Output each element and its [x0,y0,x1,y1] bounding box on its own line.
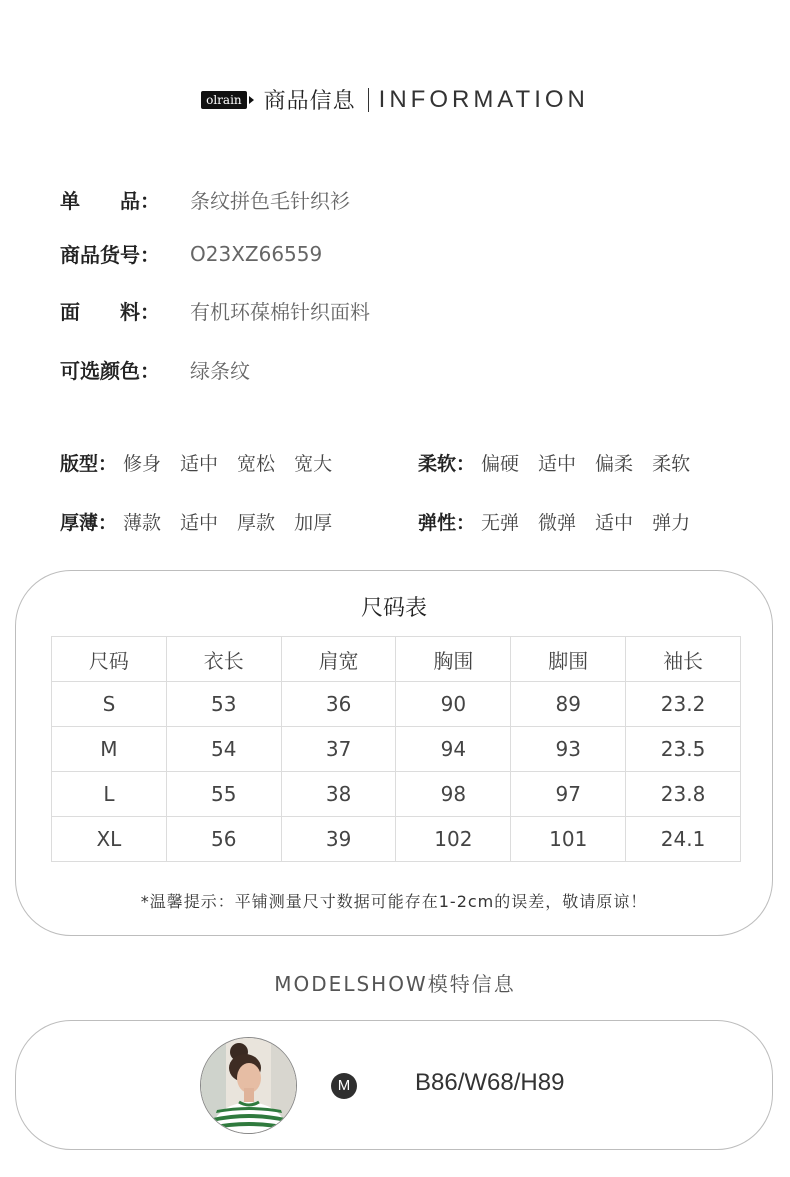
table-row [52,682,741,727]
info-row-item [60,185,350,214]
attr-option: 修身 [123,453,162,475]
table-cell: 94 [396,727,511,772]
info-value: O23XZ66559 [190,241,323,266]
size-note: *温馨提示：平铺测量尺寸数据可能存在1-2cm的误差，敬请原谅！ [140,892,648,911]
brand-logo-badge: olrain [201,91,247,109]
attr-option-selected: 微弹 [538,508,576,535]
table-cell: 56 [166,817,281,862]
table-row [52,817,741,862]
table-header-cell: 尺码 [52,637,167,682]
attr-option: 偏硬 [481,453,520,475]
table-cell: XL [52,817,167,862]
table-cell: 24.1 [626,817,741,862]
attr-option: 无弹 [481,512,520,534]
table-cell: 23.5 [626,727,741,772]
attr-label: 弹性： [418,512,476,534]
table-row [52,772,741,817]
attr-fit [60,449,351,476]
attr-softness [418,449,709,476]
section-title-en: INFORMATION [378,85,589,113]
table-cell: 54 [166,727,281,772]
attr-option: 适中 [595,512,634,534]
section-title-cn: 商品信息 [263,89,356,114]
table-cell: 38 [281,772,396,817]
attr-option: 厚款 [237,512,276,534]
model-size-badge: M [331,1073,357,1099]
table-header-cell: 脚围 [511,637,626,682]
size-chart-card [15,570,773,936]
info-value: 条纹拼色毛针织衫 [190,189,350,213]
table-cell: 98 [396,772,511,817]
table-cell: 53 [166,682,281,727]
model-measurements: B86/W68/H89 [415,1069,565,1096]
info-row-fabric [60,296,370,325]
attr-option: 柔软 [652,453,691,475]
table-cell: S [52,682,167,727]
info-label: 面 料： [60,300,160,324]
table-cell: 101 [511,817,626,862]
table-cell: 23.2 [626,682,741,727]
table-cell: 89 [511,682,626,727]
brand-logo [201,91,254,109]
info-label: 单 品： [60,189,160,213]
attr-elasticity [418,508,709,535]
info-label: 商品货号： [60,243,160,267]
table-cell: M [52,727,167,772]
info-value: 有机环葆棉针织面料 [190,300,370,324]
section-header [0,84,790,115]
model-photo [200,1037,297,1134]
attr-option-selected: 适中 [180,449,218,476]
table-header-cell: 衣长 [166,637,281,682]
attr-option: 宽大 [294,453,333,475]
table-header-cell: 袖长 [626,637,741,682]
attr-option-selected: 适中 [180,508,218,535]
info-row-sku [60,239,322,268]
size-chart-title: 尺码表 [360,596,427,621]
info-label: 可选颜色： [60,359,160,383]
table-cell: 93 [511,727,626,772]
attr-option: 弹力 [652,512,691,534]
logo-arrow-icon [249,96,254,104]
attr-label: 版型： [60,453,118,475]
model-card [15,1020,773,1150]
table-cell: 97 [511,772,626,817]
table-cell: 37 [281,727,396,772]
table-header-cell: 胸围 [396,637,511,682]
info-value: 绿条纹 [190,359,250,383]
table-header-row [52,637,741,682]
table-cell: 39 [281,817,396,862]
attr-label: 厚薄： [60,512,118,534]
attr-option: 加厚 [294,512,333,534]
attr-thickness [60,508,351,535]
table-cell: 36 [281,682,396,727]
attr-option: 偏柔 [595,453,634,475]
table-cell: L [52,772,167,817]
title-divider [368,88,369,112]
model-photo-icon [201,1038,296,1133]
table-row [52,727,741,772]
attr-option: 宽松 [237,453,276,475]
model-section-title: MODELSHOW模特信息 [274,972,516,996]
table-cell: 23.8 [626,772,741,817]
table-header-cell: 肩宽 [281,637,396,682]
info-row-colors [60,355,250,384]
table-cell: 55 [166,772,281,817]
size-table [51,636,741,862]
attr-option: 薄款 [123,512,162,534]
table-cell: 90 [396,682,511,727]
attr-option-selected: 适中 [538,449,576,476]
attr-label: 柔软： [418,453,476,475]
table-cell: 102 [396,817,511,862]
